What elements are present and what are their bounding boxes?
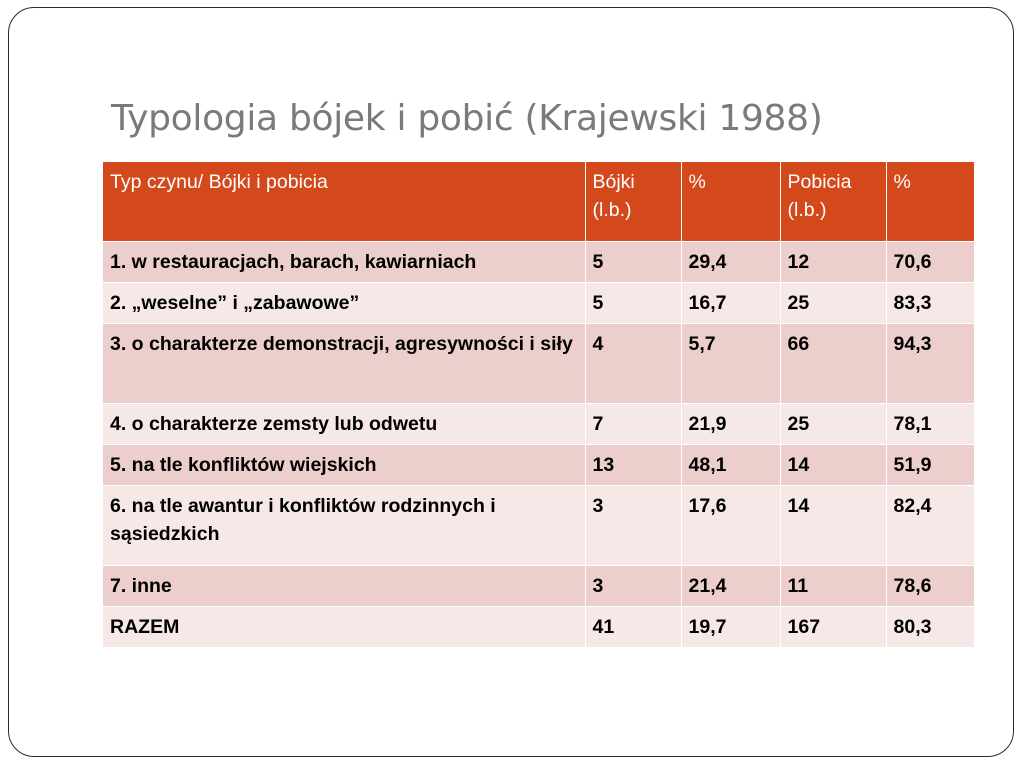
- cell-type: RAZEM: [103, 606, 585, 647]
- table-row: [103, 241, 974, 282]
- cell-pobicia: 14: [780, 485, 886, 565]
- cell-bojki-percent: 16,7: [681, 282, 780, 323]
- cell-bojki: 41: [585, 606, 681, 647]
- cell-pobicia: 11: [780, 565, 886, 606]
- cell-bojki-percent: 17,6: [681, 485, 780, 565]
- cell-type: 3. o charakterze demonstracji, agresywności i siły: [103, 323, 585, 403]
- header-bojki: Bójki (l.b.): [585, 162, 681, 241]
- table-header-row: [103, 162, 974, 241]
- cell-pobicia: 25: [780, 403, 886, 444]
- cell-pobicia-percent: 78,6: [886, 565, 974, 606]
- cell-pobicia: 167: [780, 606, 886, 647]
- cell-type: 5. na tle konfliktów wiejskich: [103, 444, 585, 485]
- cell-type: 7. inne: [103, 565, 585, 606]
- header-bojki-percent: %: [681, 162, 780, 241]
- table-row: [103, 403, 974, 444]
- table-row: [103, 282, 974, 323]
- cell-bojki: 4: [585, 323, 681, 403]
- slide-title: Typologia bójek i pobić (Krajewski 1988): [111, 98, 823, 139]
- header-pobicia-percent: %: [886, 162, 974, 241]
- cell-pobicia: 14: [780, 444, 886, 485]
- cell-bojki: 5: [585, 282, 681, 323]
- table-row-total: [103, 606, 974, 647]
- cell-pobicia: 66: [780, 323, 886, 403]
- cell-bojki: 3: [585, 565, 681, 606]
- cell-pobicia: 12: [780, 241, 886, 282]
- cell-bojki-percent: 29,4: [681, 241, 780, 282]
- cell-bojki: 3: [585, 485, 681, 565]
- cell-pobicia-percent: 83,3: [886, 282, 974, 323]
- cell-pobicia-percent: 78,1: [886, 403, 974, 444]
- cell-bojki-percent: 21,4: [681, 565, 780, 606]
- cell-type: 6. na tle awantur i konfliktów rodzinnych i sąsiedzkich: [103, 485, 585, 565]
- cell-pobicia-percent: 70,6: [886, 241, 974, 282]
- cell-bojki-percent: 19,7: [681, 606, 780, 647]
- cell-type: 4. o charakterze zemsty lub odwetu: [103, 403, 585, 444]
- cell-pobicia-percent: 80,3: [886, 606, 974, 647]
- cell-bojki: 5: [585, 241, 681, 282]
- cell-pobicia-percent: 51,9: [886, 444, 974, 485]
- cell-bojki-percent: 5,7: [681, 323, 780, 403]
- cell-bojki-percent: 21,9: [681, 403, 780, 444]
- table-row: [103, 565, 974, 606]
- table-row: [103, 444, 974, 485]
- cell-pobicia-percent: 82,4: [886, 485, 974, 565]
- data-table: [103, 162, 974, 648]
- cell-bojki: 7: [585, 403, 681, 444]
- table-row: [103, 323, 974, 403]
- header-pobicia: Pobicia (l.b.): [780, 162, 886, 241]
- header-typ-czynu: Typ czynu/ Bójki i pobicia: [103, 162, 585, 241]
- table-row: [103, 485, 974, 565]
- cell-bojki: 13: [585, 444, 681, 485]
- cell-type: 2. „weselne” i „zabawowe”: [103, 282, 585, 323]
- cell-pobicia-percent: 94,3: [886, 323, 974, 403]
- cell-bojki-percent: 48,1: [681, 444, 780, 485]
- cell-type: 1. w restauracjach, barach, kawiarniach: [103, 241, 585, 282]
- cell-pobicia: 25: [780, 282, 886, 323]
